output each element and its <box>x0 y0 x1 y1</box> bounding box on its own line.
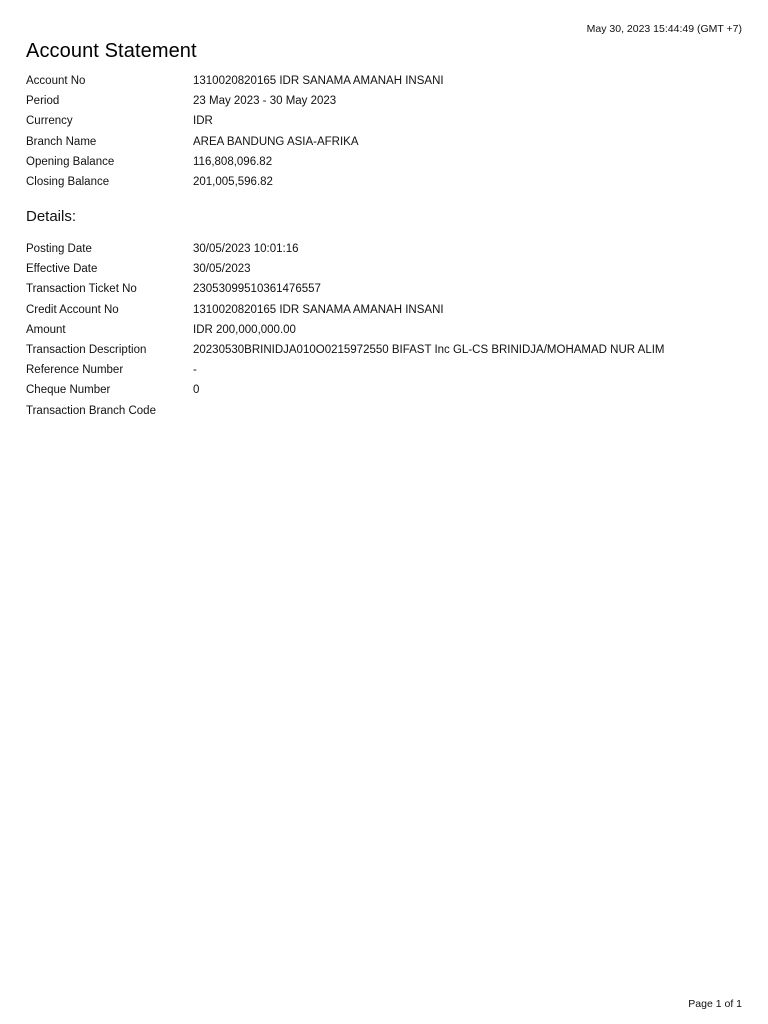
closing-balance-row <box>26 172 742 192</box>
effective-date-row <box>26 259 742 279</box>
closing-balance-value: 201,005,596.82 <box>193 176 273 189</box>
transaction-ticket-row <box>26 279 742 299</box>
amount-label: Amount <box>26 323 66 336</box>
transaction-ticket-label: Transaction Ticket No <box>26 283 137 296</box>
branch-name-label: Branch Name <box>26 135 97 148</box>
print-timestamp: May 30, 2023 15:44:49 (GMT +7) <box>586 23 742 35</box>
currency-value: IDR <box>193 115 213 128</box>
account-no-value: 1310020820165 IDR SANAMA AMANAH INSANI <box>193 75 444 88</box>
account-no-label: Account No <box>26 75 86 88</box>
transaction-branch-code-row <box>26 401 742 421</box>
opening-balance-label: Opening Balance <box>26 155 115 168</box>
account-no-row <box>26 71 742 91</box>
period-row <box>26 91 742 111</box>
period-label: Period <box>26 95 60 108</box>
transaction-ticket-value: 23053099510361476557 <box>193 283 321 296</box>
currency-label: Currency <box>26 115 73 128</box>
opening-balance-value: 116,808,096.82 <box>193 155 273 168</box>
transaction-description-value: 20230530BRINIDJA010O0215972550 BIFAST Inc GL-CS BRINIDJA/MOHAMAD NUR ALIM <box>193 344 665 357</box>
period-value: 23 May 2023 - 30 May 2023 <box>193 95 337 108</box>
posting-date-value: 30/05/2023 10:01:16 <box>193 243 299 256</box>
closing-balance-label: Closing Balance <box>26 176 110 189</box>
currency-row <box>26 111 742 131</box>
details-heading: Details: <box>26 208 77 225</box>
cheque-number-label: Cheque Number <box>26 384 111 397</box>
cheque-number-value: 0 <box>193 384 200 397</box>
transaction-details-table <box>26 239 742 421</box>
effective-date-value: 30/05/2023 <box>193 263 251 276</box>
page-title: Account Statement <box>26 40 197 62</box>
credit-account-label: Credit Account No <box>26 303 119 316</box>
credit-account-row <box>26 300 742 320</box>
effective-date-label: Effective Date <box>26 263 98 276</box>
reference-number-label: Reference Number <box>26 364 124 377</box>
amount-row <box>26 320 742 340</box>
page-number: Page 1 of 1 <box>688 998 742 1010</box>
posting-date-label: Posting Date <box>26 243 92 256</box>
reference-number-value: - <box>193 364 197 377</box>
credit-account-value: 1310020820165 IDR SANAMA AMANAH INSANI <box>193 303 444 316</box>
account-summary-table <box>26 71 742 192</box>
branch-name-value: AREA BANDUNG ASIA-AFRIKA <box>193 135 359 148</box>
opening-balance-row <box>26 152 742 172</box>
cheque-number-row <box>26 380 742 400</box>
posting-date-row <box>26 239 742 259</box>
transaction-branch-code-label: Transaction Branch Code <box>26 404 156 417</box>
branch-name-row <box>26 132 742 152</box>
transaction-description-row <box>26 340 742 360</box>
amount-value: IDR 200,000,000.00 <box>193 323 296 336</box>
transaction-description-label: Transaction Description <box>26 344 147 357</box>
reference-number-row <box>26 360 742 380</box>
